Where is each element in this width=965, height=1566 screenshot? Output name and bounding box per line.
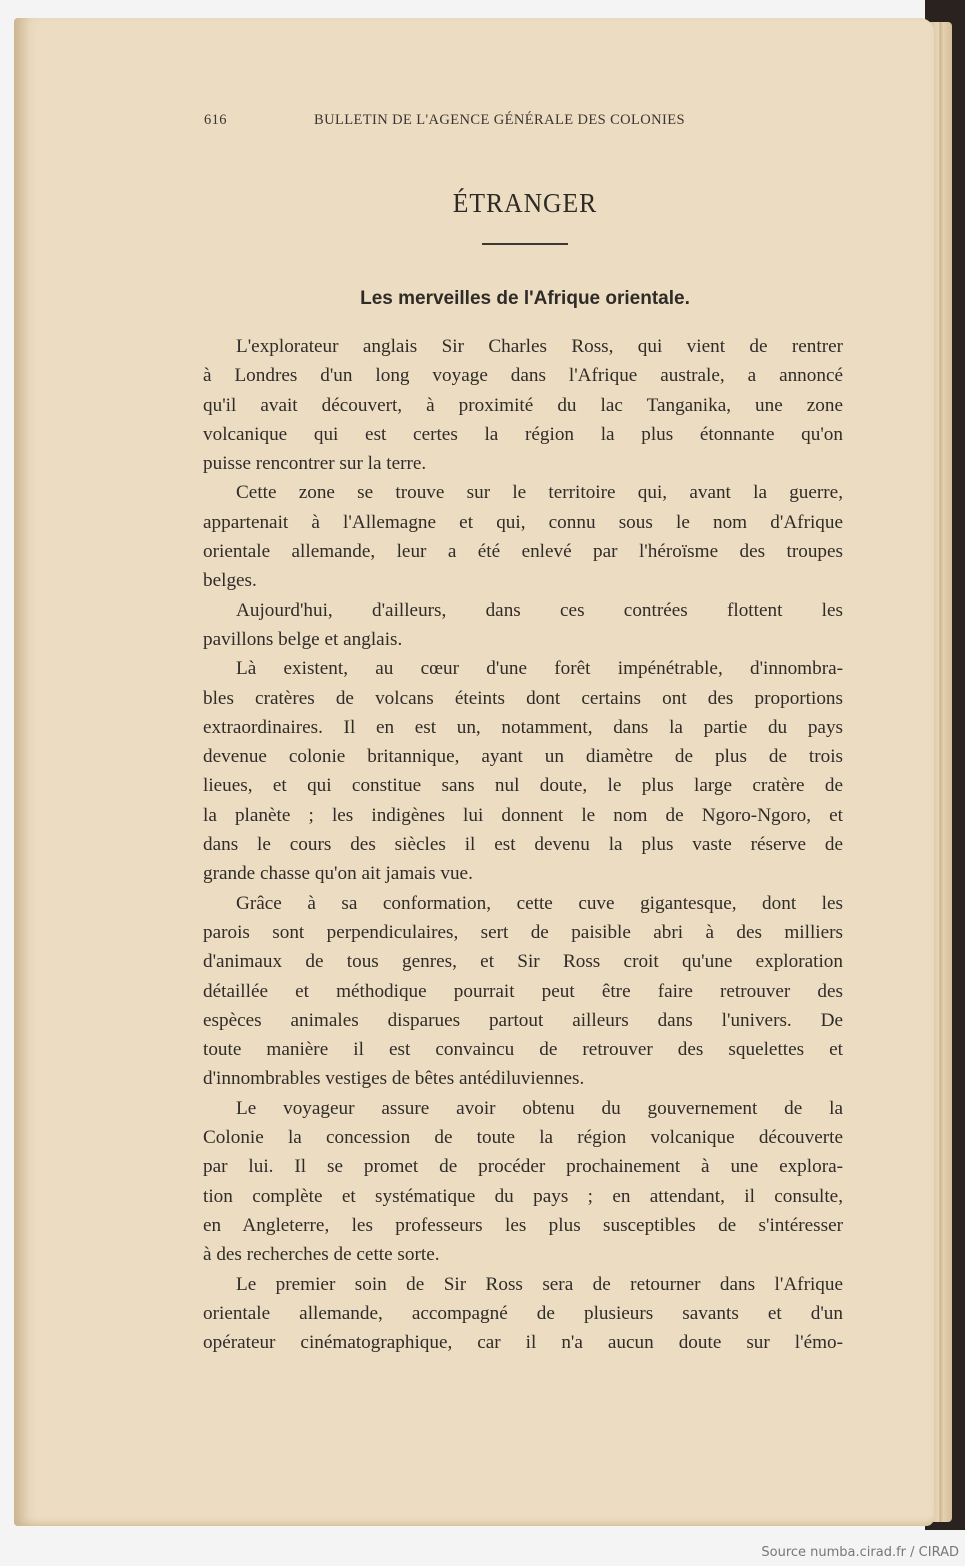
text-line: orientale allemande, leur a été enlevé par l'héroïsme des troupes [203, 541, 843, 563]
text-line: parois sont perpendiculaires, sert de paisible abri à des milliers [203, 921, 843, 943]
article-title: Les merveilles de l'Afrique orientale. [360, 288, 690, 309]
running-title: BULLETIN DE L'AGENCE GÉNÉRALE DES COLONIES [314, 112, 685, 128]
text-line: Aujourd'hui, d'ailleurs, dans ces contrées flottent les [236, 599, 843, 621]
text-line: à Londres d'un long voyage dans l'Afrique australe, a annoncé [203, 365, 843, 387]
text-line: lieues, et qui constitue sans nul doute, le plus large cratère de [203, 775, 843, 797]
text-line: Colonie la concession de toute la région volcanique découverte [203, 1127, 843, 1149]
text-line: pavillons belge et anglais. [203, 628, 403, 650]
text-line: par lui. Il se promet de procéder prochainement à une explora- [203, 1156, 843, 1178]
text-line: d'innombrables vestiges de bêtes antédiluviennes. [203, 1068, 585, 1090]
text-line: opérateur cinématographique, car il n'a aucun doute sur l'émo- [203, 1332, 843, 1354]
article-body [203, 332, 843, 1357]
text-line: Grâce à sa conformation, cette cuve gigantesque, dont les [236, 892, 843, 914]
text-line: Là existent, au cœur d'une forêt impénétrable, d'innombra- [236, 658, 843, 680]
text-line: toute manière il est convaincu de retrouver des squelettes et [203, 1039, 843, 1061]
text-line: volcanique qui est certes la région la plus étonnante qu'on [203, 423, 843, 445]
text-line: L'explorateur anglais Sir Charles Ross, qui vient de rentrer [236, 336, 843, 357]
section-title: ÉTRANGER [452, 188, 598, 218]
text-line: appartenait à l'Allemagne et qui, connu sous le nom d'Afrique [203, 511, 843, 533]
text-line: Le premier soin de Sir Ross sera de retourner dans l'Afrique [236, 1273, 843, 1295]
text-line: belges. [203, 570, 257, 592]
text-line: tion complète et systématique du pays ; en attendant, il consulte, [203, 1185, 843, 1207]
text-line: espèces animales disparues partout ailleurs dans l'univers. De [203, 1009, 843, 1031]
text-line: Le voyageur assure avoir obtenu du gouvernement de la [236, 1097, 843, 1119]
text-line: devenue colonie britannique, ayant un diamètre de plus de trois [203, 746, 843, 768]
text-line: extraordinaires. Il en est un, notamment, dans la partie du pays [203, 716, 843, 738]
text-line: détaillée et méthodique pourrait peut être faire retrouver des [203, 980, 843, 1002]
text-line: orientale allemande, accompagné de plusieurs savants et d'un [203, 1302, 843, 1324]
source-credit: Source numba.cirad.fr / CIRAD [761, 1545, 959, 1560]
text-line: Cette zone se trouve sur le territoire qui, avant la guerre, [236, 482, 843, 504]
text-line: puisse rencontrer sur la terre. [203, 453, 427, 475]
title-divider [482, 243, 568, 245]
text-line: la planète ; les indigènes lui donnent le nom de Ngoro-Ngoro, et [203, 804, 843, 826]
text-line: grande chasse qu'on ait jamais vue. [203, 863, 473, 885]
text-line: d'animaux de tous genres, et Sir Ross croit qu'une exploration [203, 951, 843, 973]
page-number: 616 [204, 112, 227, 128]
text-line: en Angleterre, les professeurs les plus susceptibles de s'intéresser [203, 1214, 843, 1236]
text-line: à des recherches de cette sorte. [203, 1244, 440, 1266]
text-line: qu'il avait découvert, à proximité du lac Tanganika, une zone [203, 394, 843, 416]
text-line: bles cratères de volcans éteints dont certains ont des proportions [203, 687, 843, 709]
text-line: dans le cours des siècles il est devenu la plus vaste réserve de [203, 834, 843, 856]
